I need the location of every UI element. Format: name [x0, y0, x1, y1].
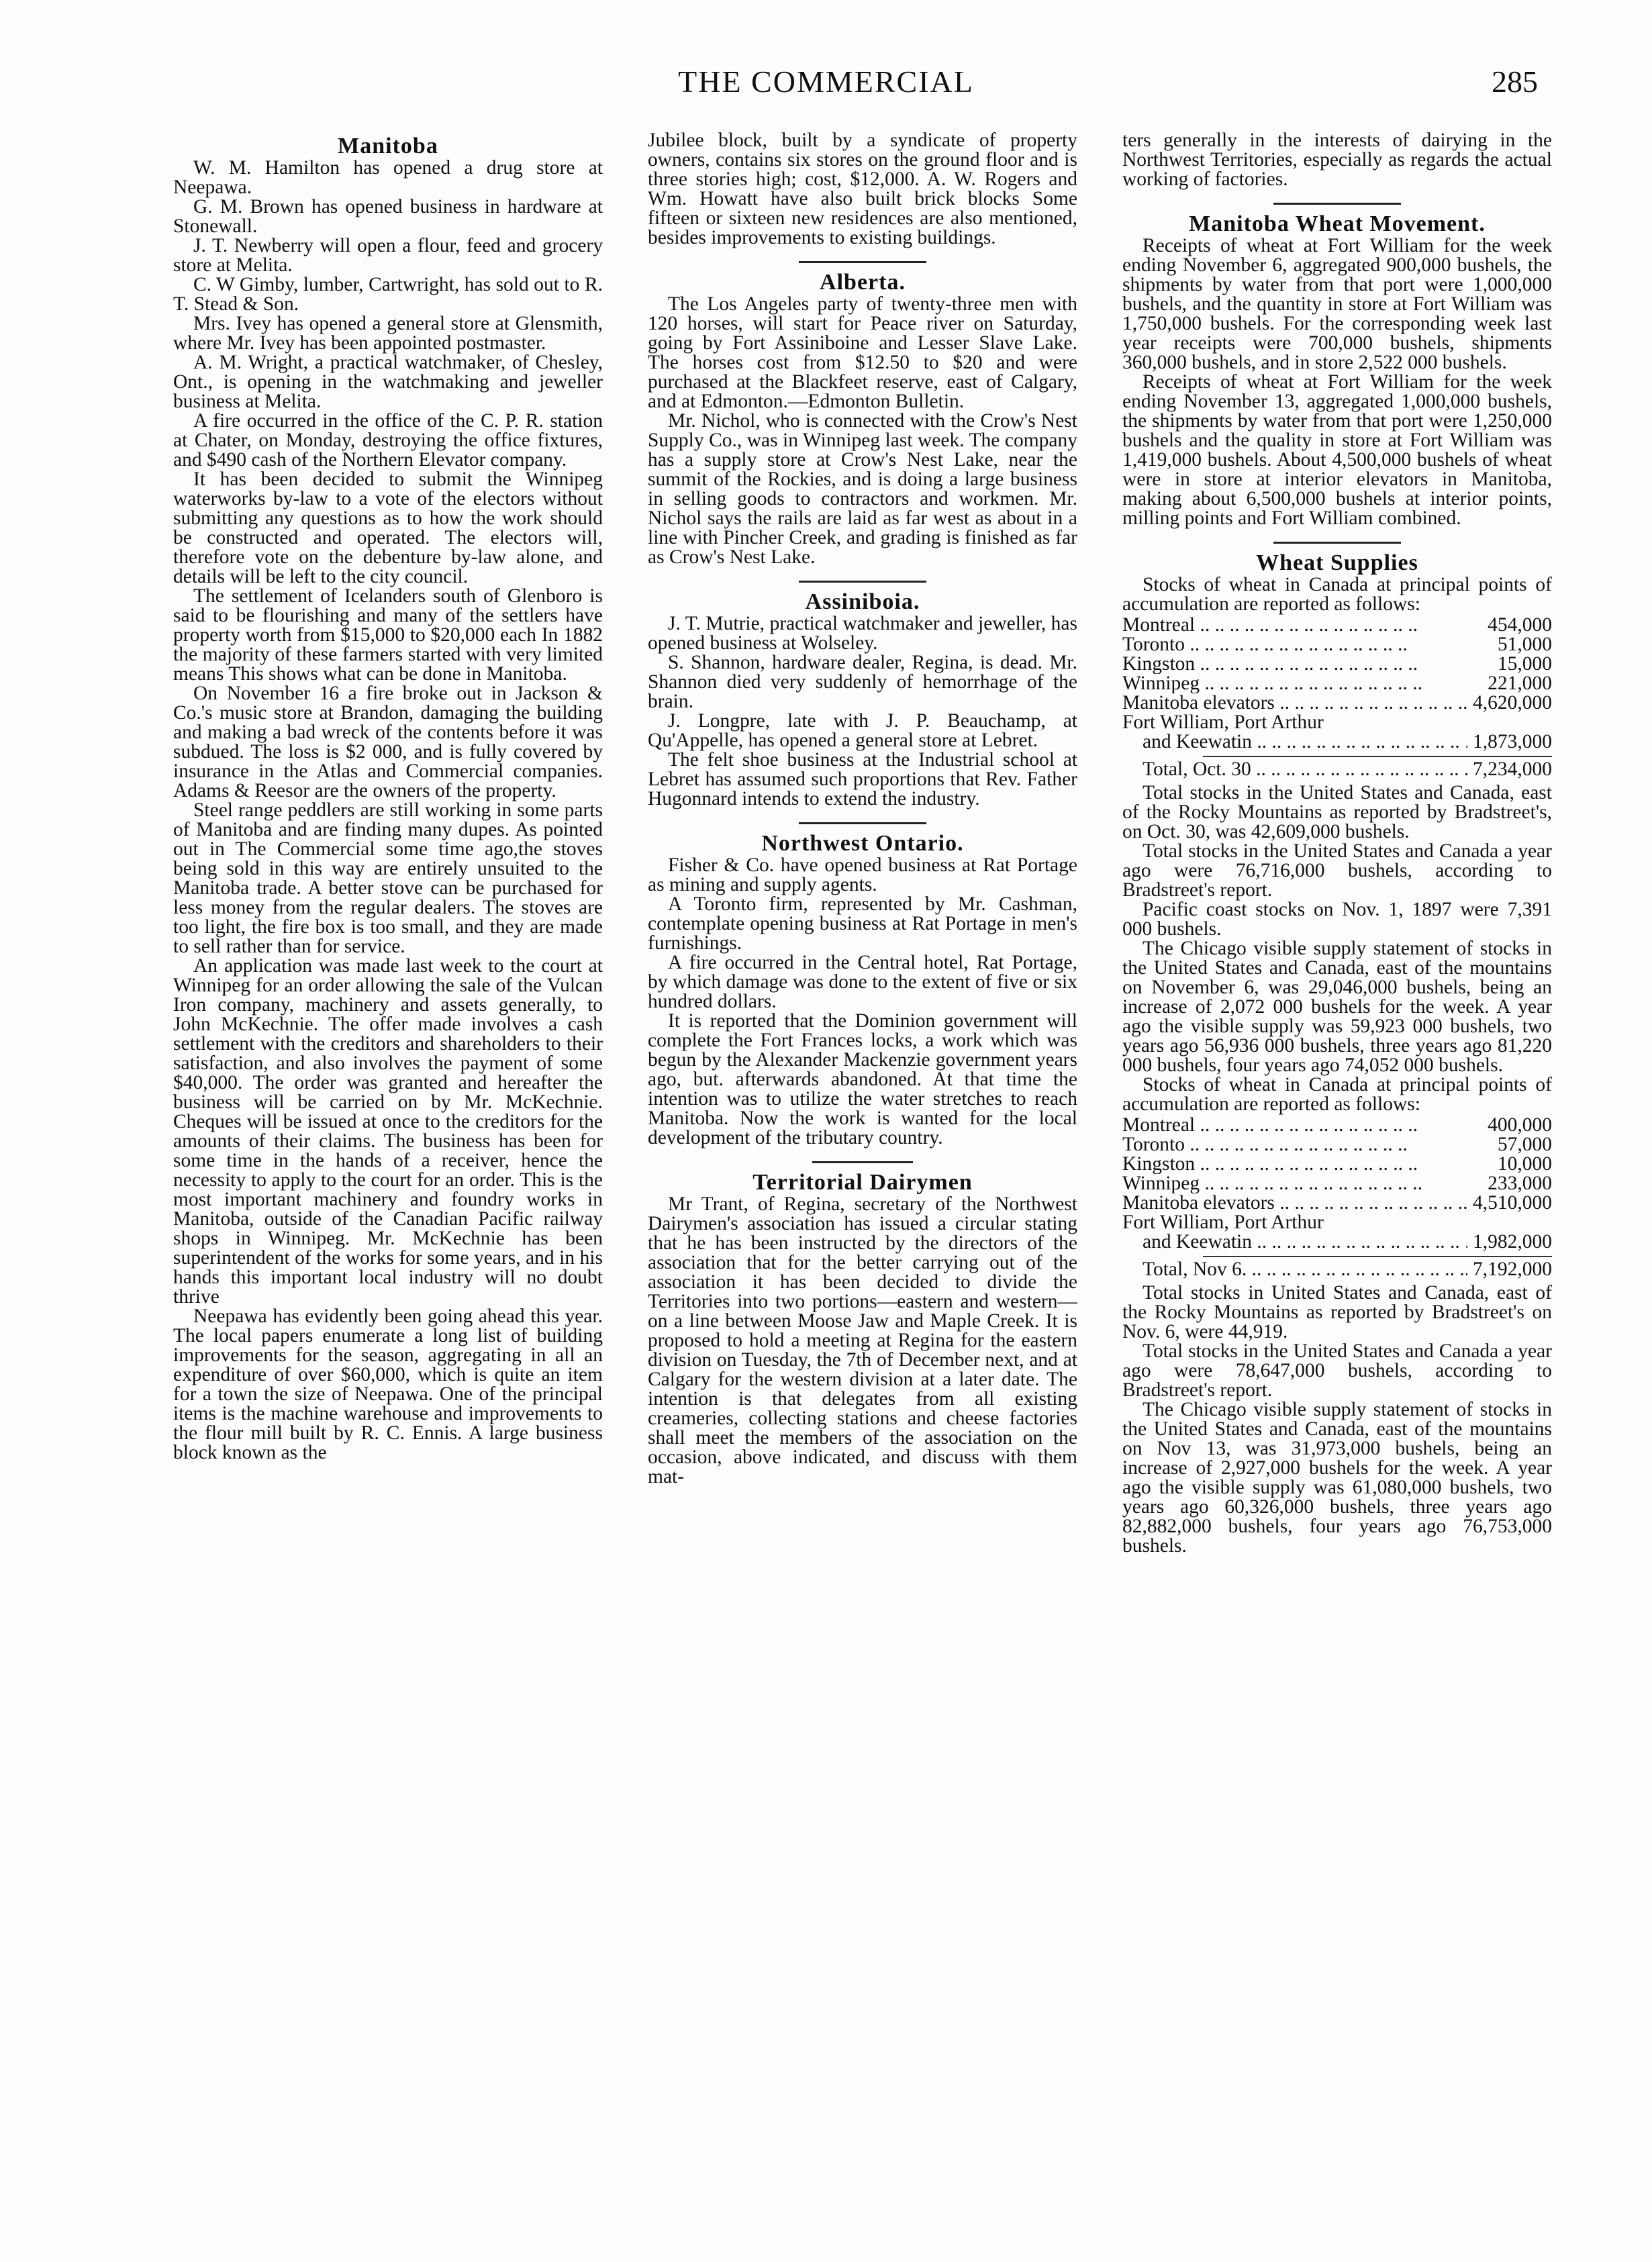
stock-value: 4,510,000 — [1473, 1192, 1552, 1214]
paragraph: J. Longpre, late with J. P. Beauchamp, at Qu'Appelle, has opened a general store at Lebret. — [648, 710, 1077, 751]
paragraph: On November 16 a fire broke out in Jackson & Co.'s music store at Brandon, damaging the building and making a bad wreck of the contents before it was subdued. The loss is $2 000, and is fully covered by insurance in the Atlas and Commercial companies. Adams & Reesor are the owners of the property. — [173, 683, 603, 801]
table-row — [1122, 1116, 1552, 1135]
stock-place: Manitoba elevators .. .. — [1122, 1193, 1467, 1213]
total-row — [1122, 760, 1552, 779]
paragraph: Stocks of wheat in Canada at principal points of accumulation are reported as follows: — [1122, 574, 1552, 615]
total-divider — [1203, 1256, 1552, 1257]
paragraph: Total stocks in the United States and Canada a year ago were 78,647,000 bushels, according to Bradstreet's report. — [1122, 1340, 1552, 1401]
paragraph: Total stocks in the United States and Canada, east of the Rocky Mountains as reported by Bradstreet's, on Oct. 30, was 42,609,000 bushels. — [1122, 782, 1552, 842]
paragraph: It is reported that the Dominion government will complete the Fort Frances locks, a work which was begun by the Alexander Mackenzie government years ago, but. afterwards abandoned. At that time the intention was to utilize the water stretches to reach Manitoba. Now the work is wanted for the local development of the tributary country. — [648, 1010, 1077, 1148]
paragraph: Total stocks in the United States and Canada a year ago were 76,716,000 bushels, according to Bradstreet's report. — [1122, 840, 1552, 901]
paragraph: S. Shannon, hardware dealer, Regina, is dead. Mr. Shannon died very suddenly of hemorrhage of the brain. — [648, 652, 1077, 712]
stock-value: 57,000 — [1497, 1134, 1552, 1155]
stock-place: Manitoba elevators .. .. — [1122, 693, 1467, 713]
paragraph: The settlement of Icelanders south of Glenboro is said to be flourishing and many of the settlers have property worth from $15,000 to $20,000 each In 1882 the majority of these farmers started with very limited means This shows what can be done in Manitoba. — [173, 585, 603, 685]
stock-value: 1,873,000 — [1473, 731, 1552, 752]
paragraph: Receipts of wheat at Fort William for the week ending November 13, aggregated 1,000,000 bushels, the shipments by water from that port were 1,250,000 bushels and the quality in store at Fort William was 1,419,000 bushels. About 4,500,000 bushels of wheat were in store at interior elevators in Manitoba, making about 6,500,000 bushels at interior points, milling points and Fort William combined. — [1122, 371, 1552, 529]
stock-value: 221,000 — [1488, 673, 1552, 694]
stock-value — [1547, 713, 1552, 732]
stock-value: 400,000 — [1488, 1114, 1552, 1136]
stock-place: Winnipeg .. .. — [1122, 674, 1482, 693]
section-divider — [799, 822, 926, 824]
table-row — [1122, 732, 1552, 752]
section-heading-alberta: Alberta. — [820, 270, 906, 295]
total-label: Total, Nov 6. .. .. — [1143, 1260, 1467, 1279]
page-header — [0, 64, 1652, 111]
section-heading-assiniboia: Assiniboia. — [805, 589, 920, 614]
stock-place: Kingston .. .. — [1122, 654, 1492, 674]
paragraph: The Chicago visible supply statement of stocks in the United States and Canada, east of the mountains on Nov 13, was 31,973,000 bushels, being an increase of 2,927,000 bushels for the week. A year ago the visible supply was 61,080,000 bushels, two years ago 60,326,000 bushels, three years ago 82,882,000 bushels, four years ago 76,753,000 bushels. — [1122, 1399, 1552, 1557]
section-divider — [799, 261, 926, 263]
stocks-table-oct-30 — [1122, 616, 1552, 779]
column-3 — [1122, 131, 1552, 1556]
paragraph: Pacific coast stocks on Nov. 1, 1897 were 7,391 000 bushels. — [1122, 899, 1552, 940]
table-row — [1122, 1232, 1552, 1252]
paragraph: Mr Trant, of Regina, secretary of the Northwest Dairymen's association has issued a circular stating that he has been instructed by the directors of the association that for the better carrying out of the association it has been decided to divide the Territories into two portions—eastern and western—on a line between Moose Jaw and Maple Creek. It is proposed to hold a meeting at Regina for the eastern division on Tuesday, the 7th of December next, and at Calgary for the western division at a later date. The intention is that delegates from all existing creameries, collecting stations and cheese factories shall meet the members of the association on the occasion, above indicated, and discuss with them mat- — [648, 1193, 1077, 1487]
paragraph: Neepawa has evidently been going ahead this year. The local papers enumerate a long list of building improvements for the season, aggregating in all an expenditure of over $60,000, which is quite an item for a town the size of Neepawa. One of the principal items is the machine warehouse and improvements to the flour mill built by R. C. Ennis. A large business block known as the — [173, 1306, 603, 1463]
paragraph: Receipts of wheat at Fort William for the week ending November 6, aggregated 900,000 bushels, the shipments by water from that port were 1,000,000 bushels, and the quantity in store at Fort William was 1,750,000 bushels. For the corresponding week last year receipts were 700,000 bushels, shipments 360,000 bushels, and in store 2,522 000 bushels. — [1122, 235, 1552, 373]
paragraph: A fire occurred in the office of the C. P. R. station at Chater, on Monday, destroying the office fixtures, and $490 cash of the Northern Elevator company. — [173, 410, 603, 471]
paragraph: Jubilee block, built by a syndicate of property owners, contains six stores on the ground floor and is three stories high; cost, $12,000. A. W. Rogers and Wm. Howatt have also built brick blocks Some fifteen or sixteen new residences are also mentioned, besides improvements to existing buildings. — [648, 130, 1077, 248]
paragraph: C. W Gimby, lumber, Cartwright, has sold out to R. T. Stead & Son. — [173, 274, 603, 315]
paragraph: Mr. Nichol, who is connected with the Crow's Nest Supply Co., was in Winnipeg last week. The company has a supply store at Crow's Nest Lake, near the summit of the Rockies, and is doing a large business in selling goods to contractors and workmen. Mr. Nichol says the rails are laid as far west as about in a line with Pincher Creek, and grading is finished as far as Crow's Nest Lake. — [648, 410, 1077, 568]
stock-place: and Keewatin .. .. — [1143, 732, 1467, 752]
paragraph: G. M. Brown has opened business in hardware at Stonewall. — [173, 196, 603, 237]
section-heading-manitoba: Manitoba — [338, 134, 438, 158]
section-heading-territorial-dairymen: Territorial Dairymen — [752, 1170, 973, 1195]
stock-value: 233,000 — [1488, 1173, 1552, 1194]
masthead-title: THE COMMERCIAL — [678, 64, 974, 99]
table-row — [1122, 1174, 1552, 1193]
page-number: 285 — [1492, 64, 1538, 99]
paragraph: The Chicago visible supply statement of stocks in the United States and Canada, east of the mountains on November 6, was 29,046,000 bushels, being an increase of 2,072 000 bushels for the week. A year ago the visible supply was 59,923 000 bushels, two years ago 56,936 000 bushels, three years ago 81,220 000 bushels, four years ago 74,052 000 bushels. — [1122, 938, 1552, 1076]
column-2 — [648, 131, 1077, 1487]
stock-value: 1,982,000 — [1473, 1231, 1552, 1252]
paragraph: The Los Angeles party of twenty-three men with 120 horses, will start for Peace river on Saturday, going by Fort Assiniboine and Lesser Slave Lake. The horses cost from $12.50 to $20 and were purchased at the Blackfeet reserve, east of Calgary, and at Edmonton.—Edmonton Bulletin. — [648, 293, 1077, 412]
section-divider — [1273, 203, 1401, 205]
stock-place: Fort William, Port Arthur — [1122, 713, 1324, 732]
table-row — [1122, 1213, 1552, 1232]
table-row — [1122, 713, 1552, 732]
paragraph: Stocks of wheat in Canada at principal points of accumulation are reported as follows: — [1122, 1074, 1552, 1115]
stock-place: Fort William, Port Arthur — [1122, 1213, 1324, 1232]
total-value: 7,192,000 — [1473, 1259, 1552, 1280]
paragraph: Mrs. Ivey has opened a general store at Glensmith, where Mr. Ivey has been appointed postmaster. — [173, 313, 603, 354]
paragraph: W. M. Hamilton has opened a drug store at Neepawa. — [173, 157, 603, 198]
paragraph: It has been decided to submit the Winnipeg waterworks by-law to a vote of the electors without submitting any questions as to how the work should be constructed and operated. The electors will, therefore vote on the debenture by-law alone, and details will be left to the city council. — [173, 469, 603, 587]
paragraph: A fire occurred in the Central hotel, Rat Portage, by which damage was done to the extent of five or six hundred dollars. — [648, 952, 1077, 1012]
stock-value — [1547, 1213, 1552, 1232]
manitoba-article — [173, 158, 603, 1463]
section-heading-northwest-ontario: Northwest Ontario. — [761, 831, 964, 856]
paragraph: J. T. Mutrie, practical watchmaker and jeweller, has opened business at Wolseley. — [648, 613, 1077, 654]
total-row — [1122, 1260, 1552, 1279]
paragraph: Fisher & Co. have opened business at Rat Portage as mining and supply agents. — [648, 854, 1077, 895]
table-row — [1122, 635, 1552, 654]
paragraph: Total stocks in United States and Canada, east of the Rocky Mountains as reported by Bradstreet's on Nov. 6, were 44,919. — [1122, 1282, 1552, 1342]
stock-value: 51,000 — [1497, 634, 1552, 655]
stock-place: Toronto .. .. — [1122, 1135, 1492, 1154]
section-divider — [799, 581, 926, 583]
section-heading-wheat-movement: Manitoba Wheat Movement. — [1189, 211, 1486, 236]
stock-value: 10,000 — [1497, 1153, 1552, 1175]
paragraph: A. M. Wright, a practical watchmaker, of Chesley, Ont., is opening in the watchmaking and jeweller business at Melita. — [173, 352, 603, 412]
table-row — [1122, 693, 1552, 713]
paragraph: J. T. Newberry will open a flour, feed and grocery store at Melita. — [173, 235, 603, 276]
stock-value: 4,620,000 — [1473, 692, 1552, 714]
paragraph: An application was made last week to the court at Winnipeg for an order allowing the sale of the Vulcan Iron company, machinery and assets generally, to John McKechnie. The offer made involves a cash settlement with the creditors and shareholders to their satisfaction, and also involves the payment of some $40,000. The order was granted and hereafter the business will be carried on by Mr. McKechnie. Cheques will be issued at once to the creditors for the amounts of their claims. The business has been for some time in the hands of a receiver, hence the necessity to apply to the court for an order. This is the most important machinery and foundry works in Manitoba, outside of the Canadian Pacific railway shops in Winnipeg. Mr. McKechnie has been superintendent of the works for some years, and in his hands this important local industry will no doubt thrive — [173, 955, 603, 1308]
stock-place: Toronto .. .. — [1122, 635, 1492, 654]
paragraph: ters generally in the interests of dairying in the Northwest Territories, especially as regards the actual working of factories. — [1122, 130, 1552, 190]
stock-place: Kingston .. .. — [1122, 1154, 1492, 1174]
table-row — [1122, 1154, 1552, 1174]
stocks-table-nov-6 — [1122, 1116, 1552, 1279]
stock-place: and Keewatin .. .. — [1143, 1232, 1467, 1252]
section-divider — [812, 1161, 913, 1163]
paragraph: A Toronto firm, represented by Mr. Cashman, contemplate opening business at Rat Portage in men's furnishings. — [648, 893, 1077, 954]
stock-place: Winnipeg .. .. — [1122, 1174, 1482, 1193]
table-row — [1122, 674, 1552, 693]
total-label: Total, Oct. 30 .. .. — [1143, 760, 1467, 779]
stock-place: Montreal .. .. — [1122, 616, 1482, 635]
section-divider — [1273, 542, 1401, 544]
table-row — [1122, 616, 1552, 635]
section-heading-wheat-supplies: Wheat Supplies — [1256, 550, 1418, 575]
column-1 — [173, 131, 603, 1463]
table-row — [1122, 1193, 1552, 1213]
stock-value: 15,000 — [1497, 653, 1552, 675]
table-row — [1122, 654, 1552, 674]
paragraph: Steel range peddlers are still working in some parts of Manitoba and are finding many dupes. As pointed out in The Commercial some time ago,the stoves being sold in this way are entirely unsuited to the Manitoba trade. A better stove can be purchased for less money from the regular dealers. The stoves are too light, the fire box is too small, and they are made to sell rather than for service. — [173, 799, 603, 957]
total-value: 7,234,000 — [1473, 758, 1552, 780]
paragraph: The felt shoe business at the Industrial school at Lebret has assumed such proportions that Rev. Father Hugonnard intends to extend the industry. — [648, 749, 1077, 809]
total-divider — [1203, 756, 1552, 757]
stock-value: 454,000 — [1488, 614, 1552, 636]
stock-place: Montreal .. .. — [1122, 1116, 1482, 1135]
table-row — [1122, 1135, 1552, 1154]
